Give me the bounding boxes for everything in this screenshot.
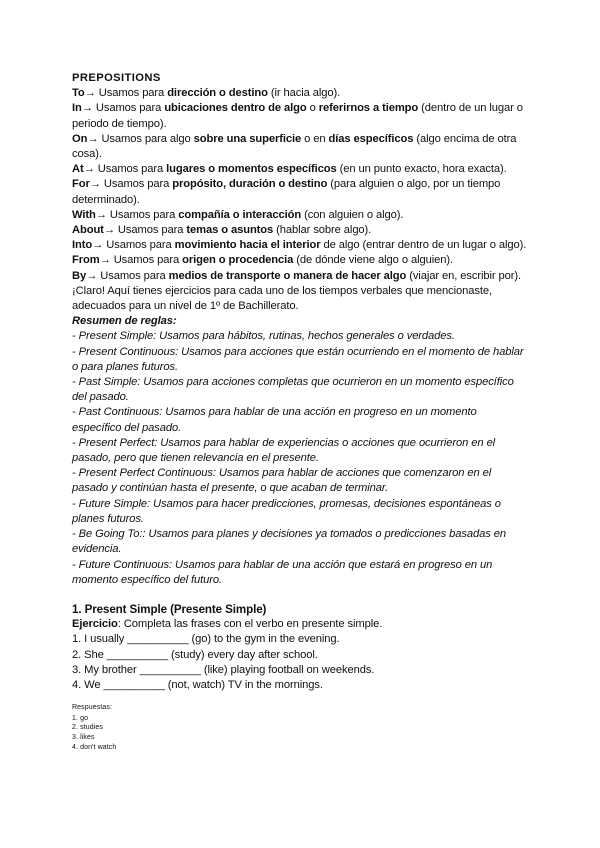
rule-item: - Present Perfect Continuous: Usamos para hablar de acciones que comenzaron en el pasado y continúan hasta el presente, o que acaban de terminar. — [72, 467, 492, 495]
preposition-text: Usamos para — [113, 254, 183, 267]
preposition-word: To — [72, 87, 85, 100]
arrow-glyph: → — [103, 224, 115, 237]
preposition-word: Into — [72, 239, 93, 252]
rule-item: - Present Simple: Usamos para hábitos, rutinas, hechos generales o verdades. — [72, 330, 455, 343]
answer-item: 1. go — [72, 714, 89, 722]
preposition-word: For — [72, 178, 90, 191]
preposition-line — [72, 269, 528, 284]
preposition-line — [72, 101, 528, 131]
preposition-tail: o — [306, 102, 319, 115]
preposition-text: Usamos para algo — [101, 132, 194, 145]
preposition-word: At — [72, 163, 84, 176]
preposition-word: In — [72, 102, 82, 115]
preposition-tail: (en un punto exacto, hora exacta). — [336, 163, 507, 176]
preposition-key-phrase: días específicos — [328, 132, 414, 145]
rule-item: - Be Going To:: Usamos para planes y decisiones ya tomados o predicciones basadas en evidencia. — [72, 528, 506, 556]
arrow-glyph: → — [83, 163, 95, 176]
exercise-text: : Completa las frases con el verbo en presente simple. — [117, 618, 383, 631]
preposition-key-phrase: sobre una superficie — [193, 132, 302, 145]
answers-list — [72, 714, 528, 752]
exercise-item: 4. We __________ (not, watch) TV in the mornings. — [72, 678, 323, 691]
arrow-glyph: → — [81, 102, 93, 115]
preposition-key-phrase: temas o asuntos — [186, 224, 274, 237]
preposition-text: Usamos para — [98, 87, 168, 100]
arrow-glyph: → — [87, 132, 99, 145]
exercise-item: 2. She __________ (study) every day after school. — [72, 648, 318, 661]
preposition-key-phrase: lugares o momentos específicos — [166, 163, 337, 176]
arrow-glyph: → — [84, 87, 96, 100]
preposition-tail: (algo encima de otra cosa). — [72, 132, 517, 161]
preposition-key-phrase: propósito, duración o destino — [172, 178, 328, 191]
preposition-text: Usamos para — [117, 224, 187, 237]
exercise-list — [72, 632, 528, 693]
preposition-line — [72, 208, 528, 223]
exercise-label: Ejercicio — [72, 618, 118, 631]
preposition-word: With — [72, 208, 96, 221]
arrow-glyph: → — [86, 269, 98, 282]
answer-item: 2. studies — [72, 724, 103, 732]
rule-item: - Future Continuous: Usamos para hablar de una acción que estará en progreso en un momento específico del futuro. — [72, 558, 493, 586]
intro-paragraph: ¡Claro! Aquí tienes ejercicios para cada uno de los tiempos verbales que mencionaste, adecuados para un nivel de 1º de Bachillerato. — [72, 284, 492, 313]
arrow-glyph: → — [95, 208, 107, 221]
document-title: PREPOSITIONS — [72, 72, 161, 84]
rule-item: - Past Continuous: Usamos para hablar de una acción en progreso en un momento específico del pasado. — [72, 406, 477, 434]
prepositions-list — [72, 86, 528, 284]
preposition-line — [72, 162, 528, 177]
rule-item: - Present Continuous: Usamos para acciones que están ocurriendo en el momento de hablar o para planes futuros. — [72, 345, 524, 373]
preposition-key-phrase: referirnos a tiempo — [318, 102, 419, 115]
preposition-word: By — [72, 269, 87, 282]
preposition-tail: o en — [301, 132, 329, 145]
preposition-text: Usamos para — [95, 102, 165, 115]
preposition-line — [72, 223, 528, 238]
preposition-text: Usamos para — [100, 269, 169, 282]
preposition-key-phrase: movimiento hacia el interior — [174, 239, 321, 252]
rules-heading: Resumen de reglas: — [72, 315, 177, 328]
preposition-key-phrase: medios de transporte o manera de hacer algo — [168, 269, 407, 282]
preposition-line — [72, 132, 528, 162]
document-content — [72, 71, 528, 752]
rule-item: - Future Simple: Usamos para hacer predicciones, promesas, decisiones espontáneas o planes futuros. — [72, 497, 501, 525]
preposition-key-phrase: origen o procedencia — [182, 254, 294, 267]
exercise-instruction — [72, 617, 528, 632]
answers-heading: Respuestas: — [72, 704, 113, 712]
arrow-glyph: → — [99, 254, 111, 267]
preposition-key-phrase: ubicaciones dentro de algo — [164, 102, 307, 115]
preposition-line — [72, 177, 528, 207]
preposition-line — [72, 238, 528, 253]
section-title: 1. Present Simple (Presente Simple) — [72, 602, 267, 616]
preposition-text: Usamos para — [106, 239, 175, 252]
answer-item: 4. don't watch — [72, 743, 117, 751]
arrow-glyph: → — [92, 239, 104, 252]
preposition-tail: (con alguien o algo). — [301, 208, 404, 221]
preposition-text: Usamos para — [109, 208, 179, 221]
preposition-tail: (para alguien o algo, por un tiempo determinado). — [72, 178, 501, 206]
rule-item: - Present Perfect: Usamos para hablar de experiencias o acciones que ocurrieron en el pasado, pero que tienen relevancia en el presente. — [72, 436, 496, 465]
rule-item: - Past Simple: Usamos para acciones completas que ocurrieron en un momento específico del pasado. — [72, 376, 514, 404]
answers-block — [72, 703, 528, 752]
preposition-key-phrase: compañía o interacción — [178, 208, 302, 221]
preposition-word: On — [72, 132, 88, 145]
preposition-line — [72, 253, 528, 268]
exercise-item: 1. I usually __________ (go) to the gym in the evening. — [72, 633, 340, 646]
rules-list — [72, 329, 528, 587]
preposition-tail: de algo (entrar dentro de un lugar o algo). — [320, 239, 527, 252]
preposition-tail: (ir hacia algo). — [267, 87, 341, 100]
preposition-word: About — [72, 224, 104, 237]
answer-item: 3. likes — [72, 733, 95, 741]
preposition-tail: (viajar en, escribir por). — [406, 269, 522, 282]
preposition-word: From — [72, 254, 100, 267]
preposition-line — [72, 86, 528, 101]
exercise-item: 3. My brother __________ (like) playing football on weekends. — [72, 663, 375, 676]
preposition-tail: (hablar sobre algo). — [273, 224, 372, 237]
preposition-text: Usamos para — [103, 178, 173, 191]
preposition-tail: (de dónde viene algo o alguien). — [293, 254, 453, 267]
preposition-tail: (dentro de un lugar o periodo de tiempo). — [72, 102, 523, 130]
arrow-glyph: → — [89, 178, 101, 191]
preposition-text: Usamos para — [97, 163, 167, 176]
preposition-key-phrase: dirección o destino — [167, 87, 268, 100]
